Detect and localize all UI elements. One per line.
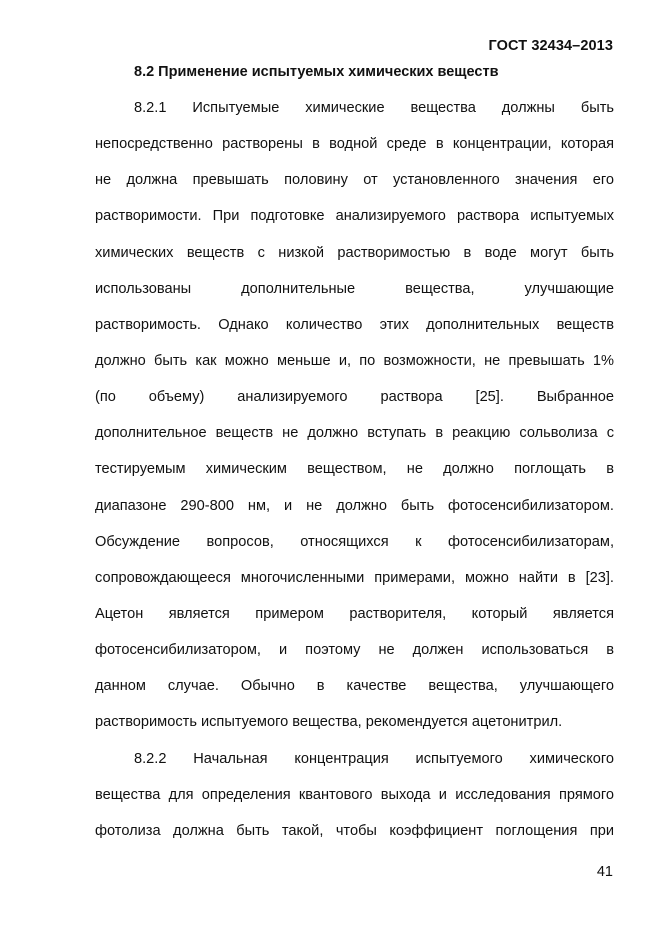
paragraph-line: химических веществ с низкой растворимостью в воде могут быть (95, 244, 614, 261)
paragraph-line: использованы дополнительные вещества, улучшающие (95, 280, 614, 297)
paragraph-line: должно быть как можно меньше и, по возможности, не превышать 1% (95, 352, 614, 369)
section-heading: 8.2 Применение испытуемых химических веществ (134, 64, 499, 80)
page-number: 41 (596, 864, 613, 880)
paragraph-line: фотолиза должна быть такой, чтобы коэффициент поглощения при (95, 822, 614, 839)
paragraph-line: вещества для определения квантового выхода и исследования прямого (95, 786, 614, 803)
paragraph-line: растворимость. Однако количество этих дополнительных веществ (95, 316, 614, 333)
body-text (95, 90, 614, 849)
paragraph-line: диапазоне 290-800 нм, и не должно быть фотосенсибилизатором. (95, 497, 614, 514)
paragraph-line: не должна превышать половину от установленного значения его (95, 172, 614, 189)
paragraph-line: дополнительное веществ не должно вступать в реакцию сольволиза с (95, 425, 614, 442)
paragraph-line: Обсуждение вопросов, относящихся к фотосенсибилизаторам, (95, 533, 614, 550)
paragraph-line: 8.2.1 Испытуемые химические вещества должны быть (134, 100, 614, 116)
paragraph-line: фотосенсибилизатором, и поэтому не должен использоваться в (95, 642, 614, 659)
paragraph-line: тестируемым химическим веществом, не должно поглощать в (95, 461, 614, 478)
paragraph-line: растворимости. При подготовке анализируемого раствора испытуемых (95, 208, 614, 225)
paragraph-line: 8.2.2 Начальная концентрация испытуемого химического (134, 750, 614, 767)
paragraph-line: (по объему) анализируемого раствора [25]. Выбранное (95, 389, 614, 406)
paragraph-line: сопровождающееся многочисленными примерами, можно найти в [23]. (95, 569, 614, 586)
paragraph-line: Ацетон является примером растворителя, который является (95, 605, 614, 622)
paragraph-line: растворимость испытуемого вещества, рекомендуется ацетонитрил. (95, 714, 563, 731)
document-code: ГОСТ 32434–2013 (488, 38, 613, 54)
paragraph-line: непосредственно растворены в водной среде в концентрации, которая (95, 136, 614, 153)
paragraph-line: данном случае. Обычно в качестве вещества, улучшающего (95, 678, 614, 695)
